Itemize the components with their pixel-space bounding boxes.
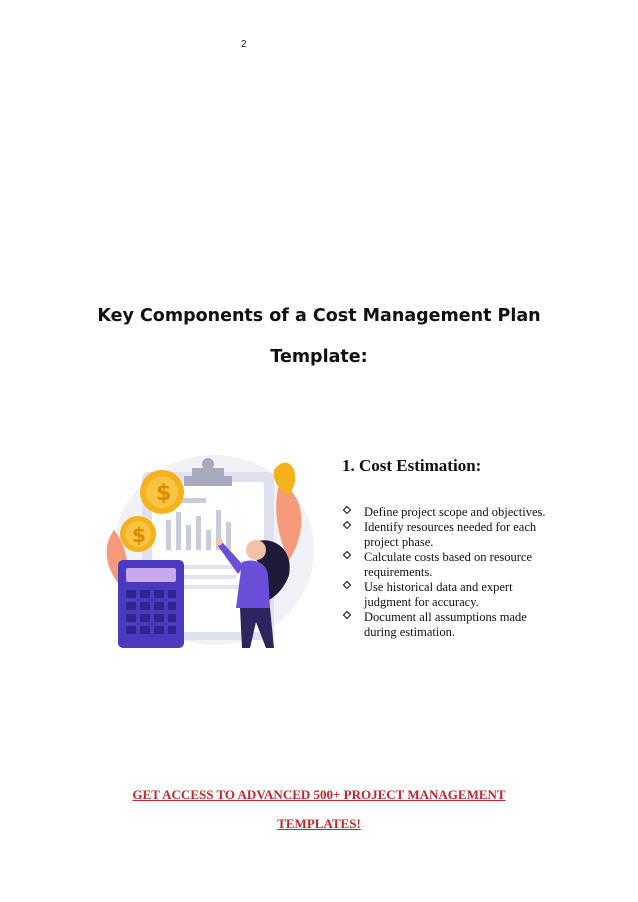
diamond-bullet-icon xyxy=(343,521,351,529)
section-title: 1. Cost Estimation: xyxy=(342,456,482,475)
diamond-bullet-icon xyxy=(343,506,351,514)
diamond-bullet-icon xyxy=(343,611,351,619)
list-item xyxy=(342,580,557,610)
list-item xyxy=(342,505,557,520)
diamond-bullet-icon xyxy=(343,581,351,589)
bullet-text: Calculate costs based on resource requirements. xyxy=(364,550,532,579)
cta-link-line2[interactable]: TEMPLATES! xyxy=(277,816,361,831)
bullet-text: Define project scope and objectives. xyxy=(364,505,546,519)
cta-link-line1[interactable]: GET ACCESS TO ADVANCED 500+ PROJECT MANAGEMENT xyxy=(132,787,506,802)
diamond-bullet-icon xyxy=(343,551,351,559)
svg-text:$: $ xyxy=(156,481,172,506)
page-title-line2: Template: xyxy=(270,347,368,367)
bullet-text: Document all assumptions made during estimation. xyxy=(364,610,527,639)
bullet-text: Use historical data and expert judgment for accuracy. xyxy=(364,580,513,609)
svg-text:$: $ xyxy=(132,523,146,547)
bullet-text: Identify resources needed for each project phase. xyxy=(364,520,537,549)
page-number: 2 xyxy=(241,39,247,50)
woman-head xyxy=(246,540,266,560)
cost-estimation-illustration xyxy=(104,450,314,655)
bullet-list xyxy=(342,505,557,640)
list-item xyxy=(342,610,557,640)
list-item xyxy=(342,520,557,550)
page-title-line1: Key Components of a Cost Management Plan xyxy=(97,306,541,326)
list-item xyxy=(342,550,557,580)
